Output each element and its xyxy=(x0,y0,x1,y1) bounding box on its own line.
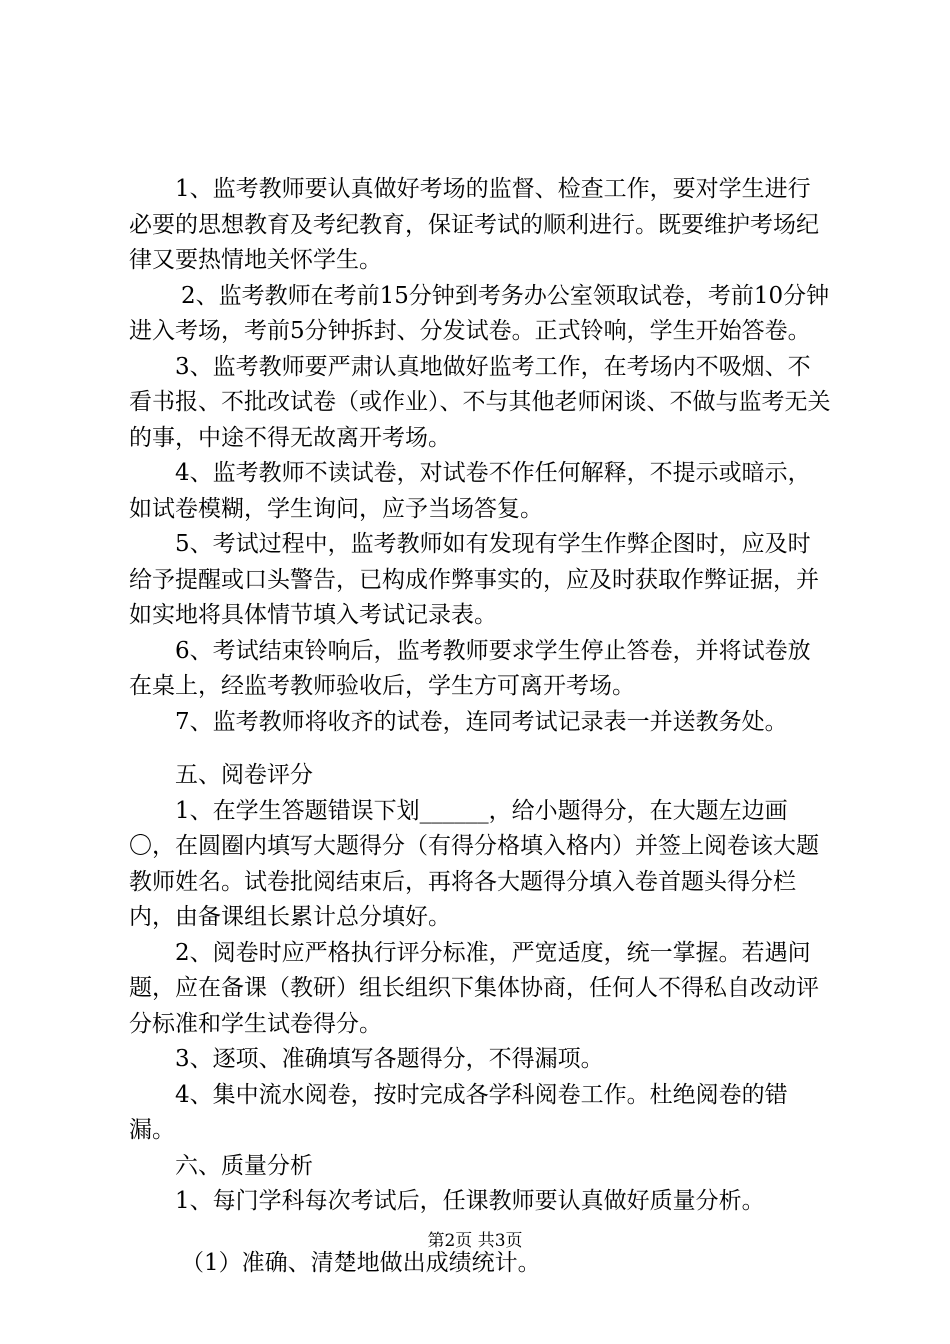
section-5-title: 五、阅卷评分 xyxy=(175,762,313,788)
paragraph-2: 2、监考教师在考前15分钟到考务办公室领取试卷，考前10分钟进入考场，考前5分钟拆封、分发试卷。正式铃响，学生开始答卷。 xyxy=(129,282,830,344)
section-5-item-3: 3、逐项、准确填写各题得分，不得漏项。 xyxy=(175,1046,604,1072)
section-5-item-1: 1、在学生答题错误下划______，给小题得分，在大题左边画〇，在圆圈内填写大题得分（有得分格填入格内）并签上阅卷该大题教师姓名。试卷批阅结束后，再将各大题得分填入卷首题头得分栏内，由备课组长累计总分填好。 xyxy=(129,797,819,930)
section-6-item-1: 1、每门学科每次考试后，任课教师要认真做好质量分析。 xyxy=(175,1188,765,1214)
section-6-title: 六、质量分析 xyxy=(175,1152,313,1179)
paragraph-7: 7、监考教师将收齐的试卷，连同考试记录表一并送教务处。 xyxy=(175,708,788,735)
paragraph-5: 5、考试过程中，监考教师如有发现有学生作弊企图时，应及时给予提醒或口头警告，已构成作弊事实的，应及时获取作弊证据，并如实地将具体情节填入考试记录表。 xyxy=(129,531,819,628)
document-body xyxy=(129,172,831,1281)
paragraph-4: 4、监考教师不读试卷，对试卷不作任何解释，不提示或暗示，如试卷模糊，学生询问，应予当场答复。 xyxy=(129,460,811,522)
section-5-item-2: 2、阅卷时应严格执行评分标准，严宽适度，统一掌握。若遇问题，应在备课（教研）组长组织下集体协商，任何人不得私自改动评分标准和学生试卷得分。 xyxy=(129,939,819,1037)
section-6-sub-item-1: （1）准确、清楚地做出成绩统计。 xyxy=(181,1249,541,1276)
section-5-item-4: 4、集中流水阅卷，按时完成各学科阅卷工作。杜绝阅卷的错漏。 xyxy=(129,1081,788,1143)
paragraph-6: 6、考试结束铃响后，监考教师要求学生停止答卷，并将试卷放在桌上，经监考教师验收后，学生方可离开考场。 xyxy=(129,637,811,699)
paragraph-3: 3、监考教师要严肃认真地做好监考工作，在考场内不吸烟、不看书报、不批改试卷（或作业）、不与其他老师闲谈、不做与监考无关的事，中途不得无故离开考场。 xyxy=(129,353,831,451)
page-footer: 第2页 共3页 xyxy=(427,1231,523,1251)
paragraph-1: 1、监考教师要认真做好考场的监督、检查工作，要对学生进行必要的思想教育及考纪教育，保证考试的顺利进行。既要维护考场纪律又要热情地关怀学生。 xyxy=(129,176,819,273)
